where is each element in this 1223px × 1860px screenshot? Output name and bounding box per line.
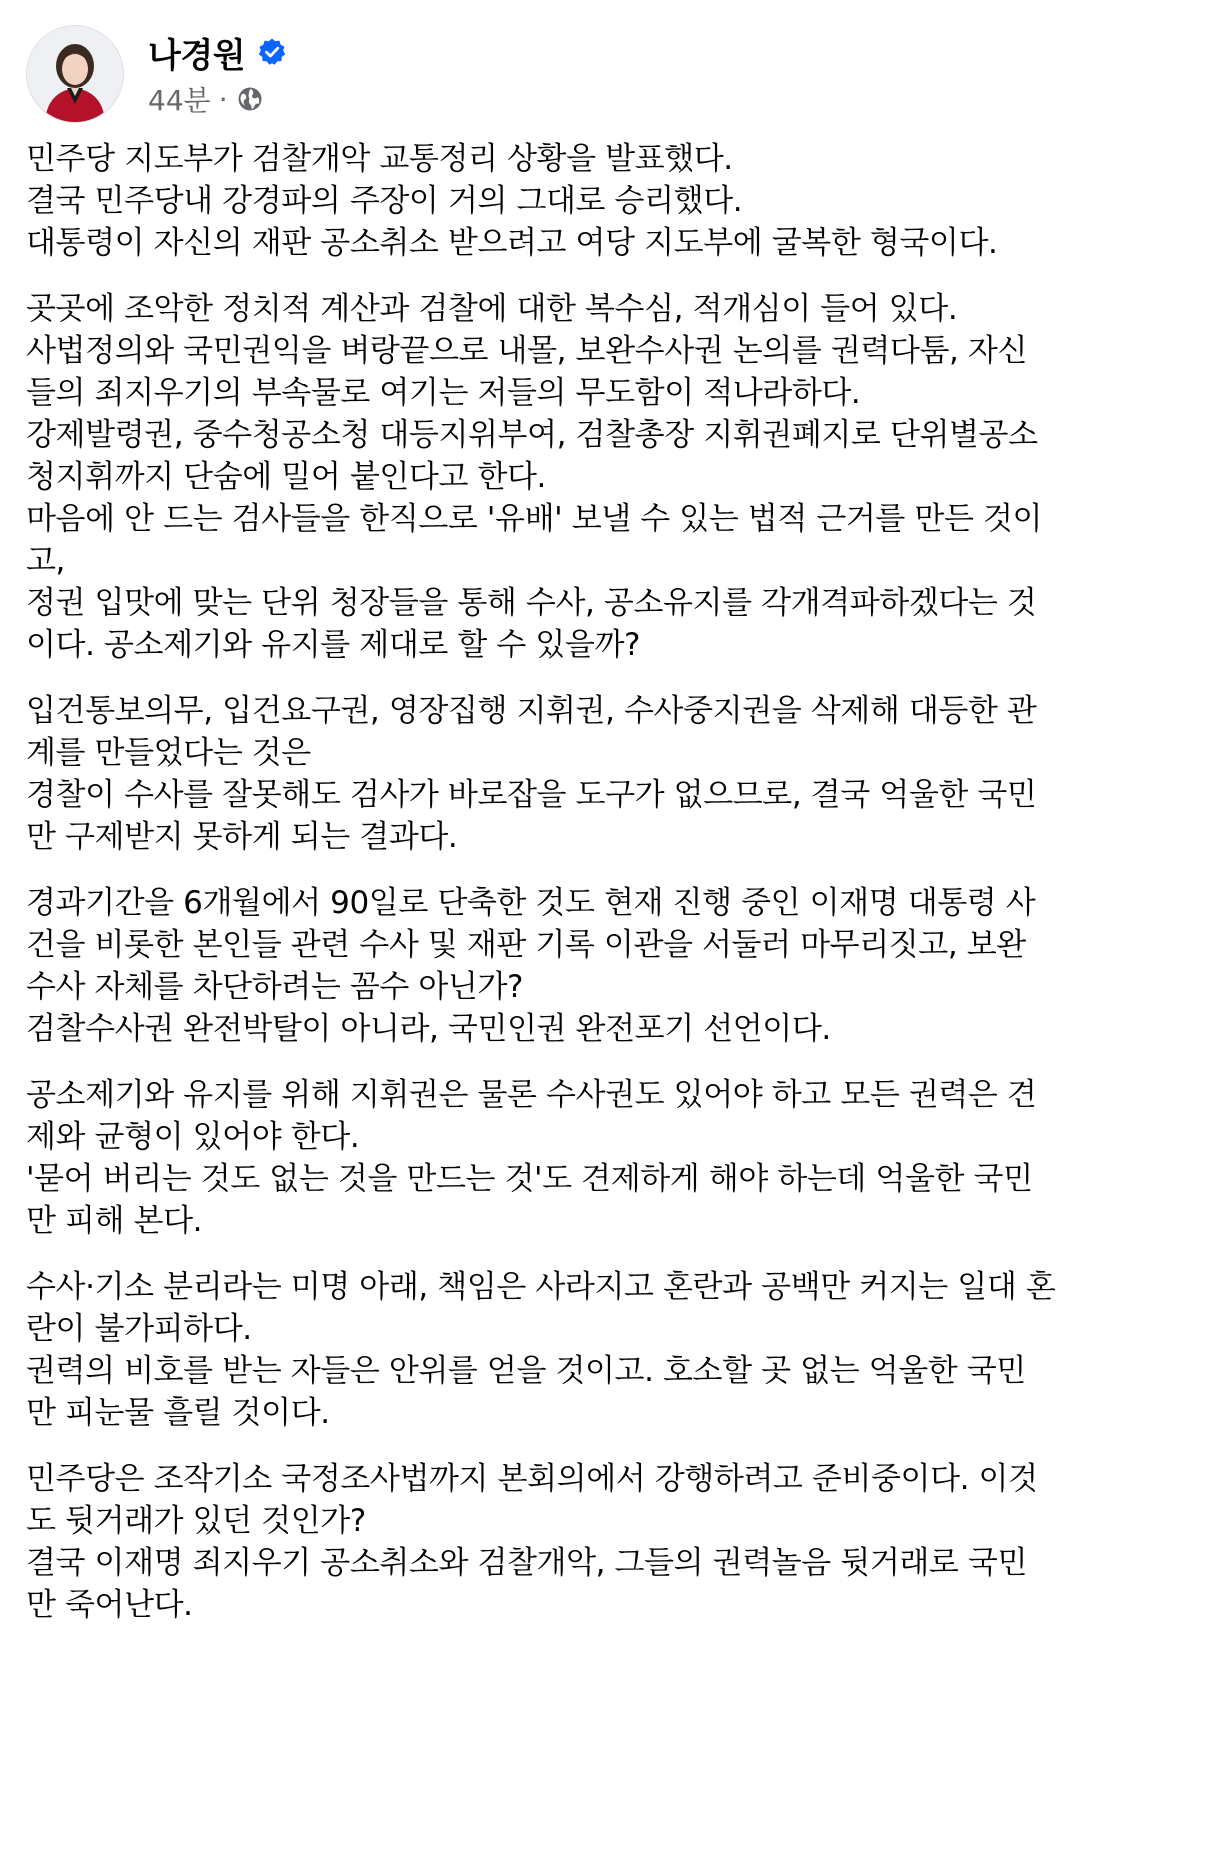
text-line: 만 죽어난다.	[26, 1587, 193, 1623]
text-line: '묻어 버리는 것도 없는 것을 만드는 것'도 견제하게 해야 하는데 억울한 국민	[26, 1161, 1033, 1197]
text-line: 청지휘까지 단숨에 밀어 붙인다고 한다.	[26, 459, 547, 495]
text-line: 사법정의와 국민권익을 벼랑끝으로 내몰, 보완수사권 논의를 권력다툼, 자신	[26, 333, 1028, 369]
text-line: 고,	[26, 543, 65, 579]
text-line: 수사 자체를 차단하려는 꼼수 아닌가?	[26, 969, 524, 1005]
text-line: 만 피눈물 흘릴 것이다.	[26, 1395, 330, 1431]
text-line: 입건통보의무, 입건요구권, 영장집행 지휘권, 수사중지권을 삭제해 대등한 관	[26, 693, 1037, 729]
text-line: 제와 균형이 있어야 한다.	[26, 1119, 360, 1155]
text-line: 민주당은 조작기소 국정조사법까지 본회의에서 강행하려고 준비중이다. 이것	[26, 1461, 1038, 1497]
text-line: 만 구제받지 못하게 되는 결과다.	[26, 819, 458, 855]
text-line: 공소제기와 유지를 위해 지휘권은 물론 수사권도 있어야 하고 모든 권력은 견	[26, 1077, 1037, 1113]
text-line: 들의 죄지우기의 부속물로 여기는 저들의 무도함이 적나라하다.	[26, 375, 861, 411]
post-subline	[148, 79, 287, 119]
paragraph-2	[26, 288, 1216, 666]
text-line: 결국 이재명 죄지우기 공소취소와 검찰개악, 그들의 권력놀음 뒷거래로 국민	[26, 1545, 1028, 1581]
text-line: 민주당 지도부가 검찰개악 교통정리 상황을 발표했다.	[26, 141, 733, 177]
author-avatar[interactable]	[26, 25, 124, 123]
text-line: 수사·기소 분리라는 미명 아래, 책임은 사라지고 혼란과 공백만 커지는 일대 혼	[26, 1269, 1056, 1305]
paragraph-6	[26, 1266, 1216, 1434]
post-header	[26, 24, 287, 124]
text-line: 경과기간을 6개월에서 90일로 단축한 것도 현재 진행 중인 이재명 대통령 사	[26, 885, 1036, 921]
globe-icon[interactable]	[236, 85, 264, 113]
name-row	[148, 29, 287, 75]
text-line: 권력의 비호를 받는 자들은 안위를 얻을 것이고. 호소할 곳 없는 억울한 국민	[26, 1353, 1026, 1389]
post-timestamp[interactable]: 44분	[148, 84, 211, 117]
text-line: 결국 민주당내 강경파의 주장이 거의 그대로 승리했다.	[26, 183, 743, 219]
text-line: 란이 불가피하다.	[26, 1311, 252, 1347]
text-line: 검찰수사권 완전박탈이 아니라, 국민인권 완전포기 선언이다.	[26, 1011, 831, 1047]
verified-badge-icon	[257, 37, 287, 67]
post-body	[26, 138, 1216, 1650]
post-meta	[148, 29, 287, 119]
text-line: 계를 만들었다는 것은	[26, 735, 311, 771]
text-line: 경찰이 수사를 잘못해도 검사가 바로잡을 도구가 없으므로, 결국 억울한 국민	[26, 777, 1037, 813]
paragraph-5	[26, 1074, 1216, 1242]
paragraph-1	[26, 138, 1216, 264]
paragraph-3	[26, 690, 1216, 858]
author-name[interactable]: 나경원	[148, 35, 246, 76]
paragraph-7	[26, 1458, 1216, 1626]
text-line: 대통령이 자신의 재판 공소취소 받으려고 여당 지도부에 굴복한 형국이다.	[26, 225, 998, 261]
paragraph-4	[26, 882, 1216, 1050]
text-line: 이다. 공소제기와 유지를 제대로 할 수 있을까?	[26, 627, 641, 663]
text-line: 도 뒷거래가 있던 것인가?	[26, 1503, 366, 1539]
text-line: 정권 입맛에 맞는 단위 청장들을 통해 수사, 공소유지를 각개격파하겠다는 것	[26, 585, 1037, 621]
text-line: 만 피해 본다.	[26, 1203, 203, 1239]
text-line: 곳곳에 조악한 정치적 계산과 검찰에 대한 복수심, 적개심이 들어 있다.	[26, 291, 958, 327]
text-line: 강제발령권, 중수청공소청 대등지위부여, 검찰총장 지휘권폐지로 단위별공소	[26, 417, 1038, 453]
separator-dot: ·	[218, 82, 228, 116]
avatar-photo	[27, 26, 123, 122]
text-line: 마음에 안 드는 검사들을 한직으로 '유배' 보낼 수 있는 법적 근거를 만든 것이	[26, 501, 1043, 537]
text-line: 건을 비롯한 본인들 관련 수사 및 재판 기록 이관을 서둘러 마무리짓고, 보완	[26, 927, 1026, 963]
